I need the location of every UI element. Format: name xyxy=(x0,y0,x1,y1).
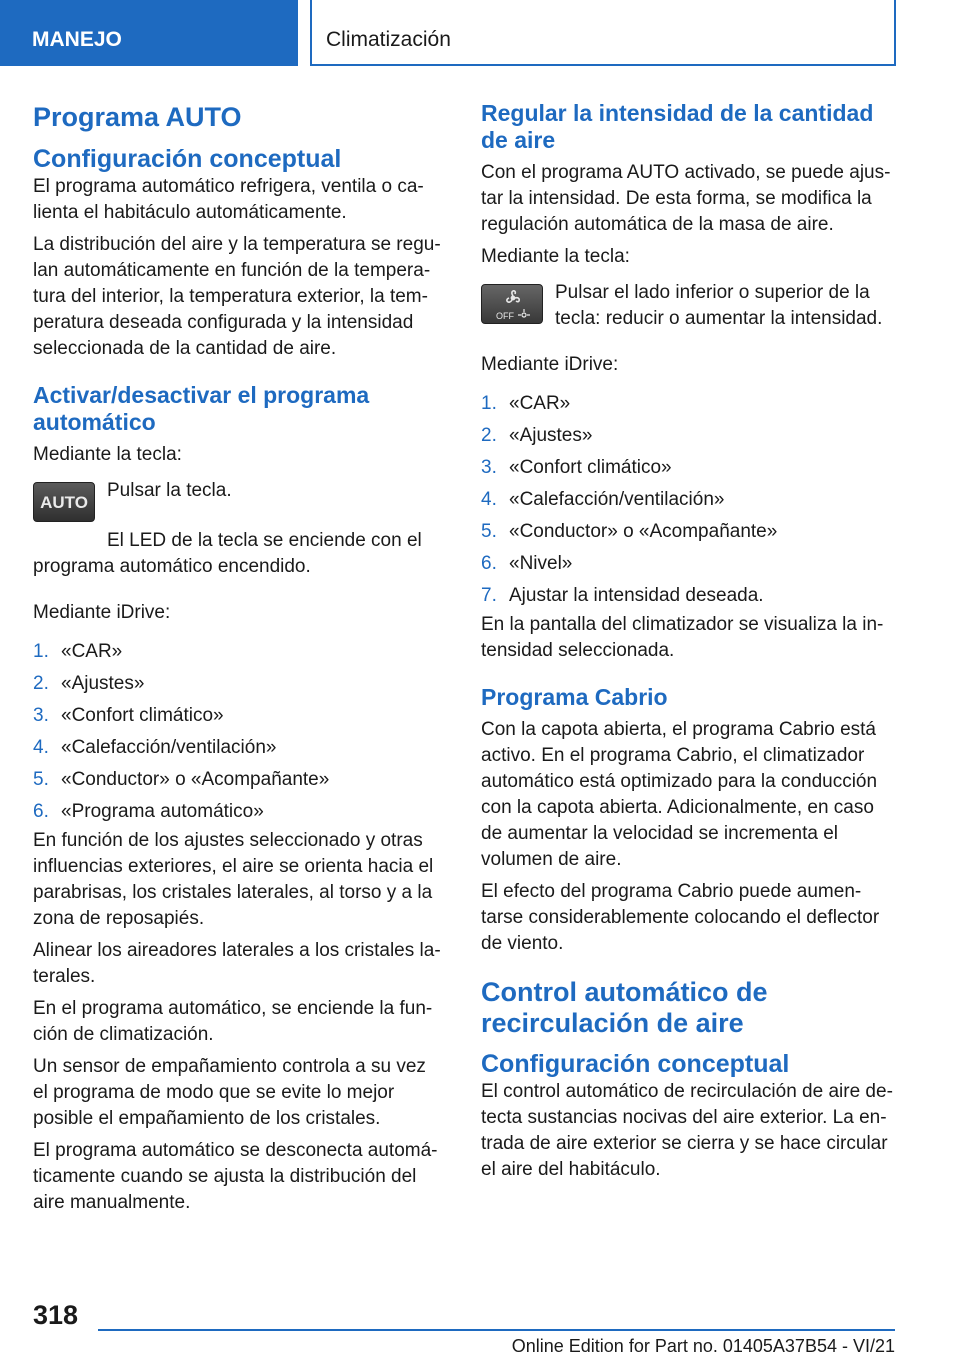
list-item: 6. «Programa automático» xyxy=(33,801,264,822)
paragraph: Alinear los aireadores laterales a los cristales laterales. xyxy=(33,940,441,987)
paragraph: Con el programa AUTO activado, se puede ajustar la intensidad. De esta forma, se modifica la regulación automática de la masa de aire. xyxy=(481,162,891,235)
page-number: 318 xyxy=(33,1300,79,1330)
paragraph: El LED de la tecla se enciende con el programa automático encendido. xyxy=(33,530,422,577)
heading-configuracion-conceptual: Configuración conceptual xyxy=(33,145,342,173)
svg-text:OFF: OFF xyxy=(496,311,514,321)
chapter-title: Climatización xyxy=(310,0,896,66)
list-item: 3. «Confort climático» xyxy=(481,457,672,478)
paragraph: El control automático de recirculación de aire detecta sustancias nocivas del aire exterior. La entrada de aire exterior se cierra y se hace circular el aire del habitáculo. xyxy=(481,1081,893,1180)
list-item: 5. «Conductor» o «Acompañante» xyxy=(33,769,330,790)
heading-control-recirculacion: Control automático de recirculación de aire xyxy=(481,977,768,1038)
idrive-steps-list xyxy=(33,636,445,828)
right-column xyxy=(481,100,895,1183)
paragraph: Con la capota abierta, el programa Cabrio está activo. En el programa Cabrio, el climatizador automático está optimizado para la conducción con la capota abierta. Adicionalmente, en caso de aumentar la velocidad se incrementa el volumen de aire. xyxy=(481,719,878,870)
edition-note: Online Edition for Part no. 01405A37B54 - VI/21 xyxy=(511,1336,895,1356)
heading-regular-intensidad: Regular la intensidad de la cantidad de aire xyxy=(481,100,874,153)
paragraph: En la pantalla del climatizador se visualiza la intensidad seleccionada. xyxy=(481,614,884,661)
list-item: 1. «CAR» xyxy=(33,641,123,662)
list-item: 6. «Nivel» xyxy=(481,553,573,574)
auto-key-icon: AUTO xyxy=(33,482,95,522)
paragraph: Pulsar la tecla. xyxy=(107,480,232,501)
list-item: 5. «Conductor» o «Acompañante» xyxy=(481,521,778,542)
list-item: 3. «Confort climático» xyxy=(33,705,224,726)
list-item: 7. Ajustar la intensidad deseada. xyxy=(481,585,764,606)
list-item: 4. «Calefacción/ventilación» xyxy=(481,489,725,510)
paragraph: En el programa automático, se enciende la función de climatización. xyxy=(33,998,433,1045)
left-column xyxy=(33,100,445,1216)
paragraph: Mediante iDrive: xyxy=(33,602,171,623)
heading-programa-auto: Programa AUTO xyxy=(33,102,242,132)
fan-intensity-key-icon xyxy=(481,284,543,324)
paragraph: Un sensor de empañamiento controla a su vez el programa de modo que se evite lo mejor posible el empañamiento de los cristales. xyxy=(33,1056,426,1129)
idrive-steps-list xyxy=(481,388,895,612)
paragraph: Mediante iDrive: xyxy=(481,354,619,375)
list-item: 2. «Ajustes» xyxy=(33,673,145,694)
auto-key-instruction xyxy=(33,478,445,522)
list-item: 4. «Calefacción/ventilación» xyxy=(33,737,277,758)
paragraph: En función de los ajustes seleccionado y otras influencias exteriores, el aire se orienta hacia el parabrisas, los cristales laterales, al torso y a la zona de reposapiés. xyxy=(33,830,434,929)
paragraph: Pulsar el lado inferior o superior de la tecla: reducir o aumentar la intensidad. xyxy=(555,282,883,329)
paragraph: La distribución del aire y la temperatura se regulan automáticamente en función de la temperatura del interior, la temperatura exterior, la temperatura deseada configurada y la intensidad seleccionada de la cantidad de aire. xyxy=(33,234,441,359)
paragraph: El programa automático se desconecta automáticamente cuando se ajusta la distribución del aire manualmente. xyxy=(33,1140,438,1213)
fan-key-instruction xyxy=(481,280,895,332)
heading-activar-desactivar: Activar/desactivar el programa automático xyxy=(33,382,370,435)
section-tab: MANEJO xyxy=(0,0,298,66)
paragraph: Mediante la tecla: xyxy=(481,246,630,267)
heading-configuracion-conceptual: Configuración conceptual xyxy=(481,1050,790,1078)
paragraph: El efecto del programa Cabrio puede aumentarse considerablemente colocando el deflector de viento. xyxy=(481,881,880,954)
paragraph: Mediante la tecla: xyxy=(33,444,182,465)
heading-programa-cabrio: Programa Cabrio xyxy=(481,684,668,710)
list-item: 2. «Ajustes» xyxy=(481,425,593,446)
list-item: 1. «CAR» xyxy=(481,393,571,414)
paragraph: El programa automático refrigera, ventila o calienta el habitáculo automáticamente. xyxy=(33,176,424,223)
footer-rule xyxy=(98,1329,895,1331)
